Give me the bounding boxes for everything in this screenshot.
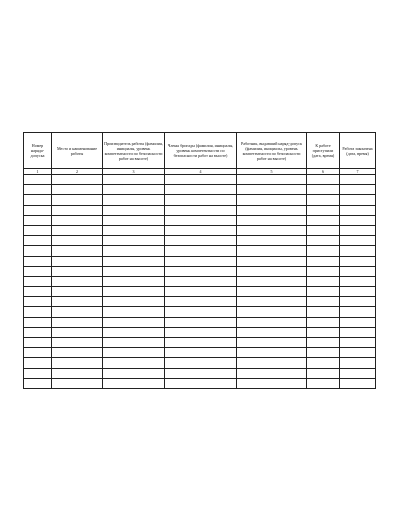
table-cell <box>237 327 307 337</box>
table-row <box>24 327 376 337</box>
table-row <box>24 317 376 327</box>
table-cell <box>237 348 307 358</box>
table-cell <box>24 378 52 388</box>
table-row <box>24 175 376 185</box>
table-cell <box>340 175 376 185</box>
table-row <box>24 236 376 246</box>
table-cell <box>103 348 165 358</box>
table-cell <box>24 215 52 225</box>
table-cell <box>340 225 376 235</box>
table-cell <box>103 215 165 225</box>
table-cell <box>52 266 103 276</box>
table-cell <box>307 266 340 276</box>
table-cell <box>24 246 52 256</box>
table-cell <box>24 175 52 185</box>
table-cell <box>340 266 376 276</box>
column-number: 3 <box>103 169 165 175</box>
table-cell <box>52 276 103 286</box>
table-row <box>24 368 376 378</box>
table-cell <box>340 348 376 358</box>
table-row <box>24 246 376 256</box>
table-cell <box>165 287 237 297</box>
table-row <box>24 195 376 205</box>
table-cell <box>103 256 165 266</box>
table-cell <box>165 236 237 246</box>
table-cell <box>237 358 307 368</box>
table-cell <box>340 246 376 256</box>
table-cell <box>165 215 237 225</box>
column-number: 1 <box>24 169 52 175</box>
table-cell <box>307 225 340 235</box>
table-cell <box>237 205 307 215</box>
table-cell <box>307 338 340 348</box>
table-cell <box>52 236 103 246</box>
table-row <box>24 358 376 368</box>
table-cell <box>307 348 340 358</box>
table-cell <box>165 338 237 348</box>
table-cell <box>340 327 376 337</box>
table-cell <box>307 276 340 286</box>
table-cell <box>165 205 237 215</box>
table-cell <box>24 297 52 307</box>
table-cell <box>52 338 103 348</box>
table-row <box>24 287 376 297</box>
table-cell <box>52 348 103 358</box>
table-cell <box>237 175 307 185</box>
table-cell <box>103 175 165 185</box>
table-cell <box>103 307 165 317</box>
table-cell <box>103 266 165 276</box>
table-cell <box>52 317 103 327</box>
table-cell <box>103 246 165 256</box>
table-cell <box>340 185 376 195</box>
table-cell <box>165 256 237 266</box>
table-cell <box>340 215 376 225</box>
work-permit-register-table <box>23 132 376 389</box>
table-cell <box>24 317 52 327</box>
table-cell <box>165 368 237 378</box>
table-cell <box>24 266 52 276</box>
table-row <box>24 378 376 388</box>
table-cell <box>340 317 376 327</box>
table-cell <box>24 338 52 348</box>
column-number: 6 <box>307 169 340 175</box>
table-cell <box>237 276 307 286</box>
table-cell <box>307 317 340 327</box>
table-cell <box>103 378 165 388</box>
table-row <box>24 256 376 266</box>
table-cell <box>52 287 103 297</box>
table-cell <box>24 368 52 378</box>
table-cell <box>237 307 307 317</box>
table-cell <box>307 327 340 337</box>
table-cell <box>52 205 103 215</box>
table-cell <box>103 205 165 215</box>
table-cell <box>340 368 376 378</box>
table-cell <box>307 307 340 317</box>
table-cell <box>165 348 237 358</box>
table-cell <box>52 358 103 368</box>
table-cell <box>165 185 237 195</box>
table-row <box>24 276 376 286</box>
table-cell <box>237 195 307 205</box>
table-cell <box>340 378 376 388</box>
table-cell <box>52 297 103 307</box>
header-work-location: Место и наименование работы <box>52 133 103 169</box>
table-cell <box>340 358 376 368</box>
table-row <box>24 205 376 215</box>
table-cell <box>24 256 52 266</box>
table-cell <box>165 246 237 256</box>
table-cell <box>237 266 307 276</box>
column-number: 2 <box>52 169 103 175</box>
table-cell <box>307 287 340 297</box>
table-row <box>24 225 376 235</box>
table-cell <box>103 317 165 327</box>
table-cell <box>307 195 340 205</box>
table-cell <box>165 327 237 337</box>
table-row <box>24 297 376 307</box>
table-cell <box>340 276 376 286</box>
table-cell <box>103 358 165 368</box>
table-cell <box>24 327 52 337</box>
table-row <box>24 338 376 348</box>
table-row <box>24 185 376 195</box>
table-cell <box>103 287 165 297</box>
table-cell <box>24 358 52 368</box>
table-cell <box>165 297 237 307</box>
table-cell <box>24 276 52 286</box>
table-cell <box>307 378 340 388</box>
table-cell <box>52 368 103 378</box>
table-cell <box>52 215 103 225</box>
table-cell <box>103 368 165 378</box>
table-cell <box>237 236 307 246</box>
table-cell <box>52 195 103 205</box>
table-cell <box>307 185 340 195</box>
table-cell <box>340 195 376 205</box>
table-cell <box>340 256 376 266</box>
table-cell <box>307 205 340 215</box>
table-cell <box>307 297 340 307</box>
table-cell <box>340 236 376 246</box>
table-cell <box>52 307 103 317</box>
table-cell <box>237 215 307 225</box>
table-cell <box>52 327 103 337</box>
header-work-finished: Работа закончена (дата, время) <box>340 133 376 169</box>
table-cell <box>165 175 237 185</box>
table-cell <box>103 338 165 348</box>
table-cell <box>103 327 165 337</box>
header-row <box>24 133 376 169</box>
column-number-row <box>24 169 376 175</box>
table-cell <box>52 246 103 256</box>
header-permit-issuer: Работник, выдавший наряд-допуск (фамилия, инициалы, уровень компетентности по безопасности работ на высоте) <box>237 133 307 169</box>
table-cell <box>307 215 340 225</box>
table-cell <box>340 297 376 307</box>
table-cell <box>24 287 52 297</box>
table-cell <box>165 225 237 235</box>
column-number: 5 <box>237 169 307 175</box>
table-cell <box>237 297 307 307</box>
table-cell <box>52 256 103 266</box>
table-cell <box>237 317 307 327</box>
table-cell <box>340 287 376 297</box>
table-cell <box>24 348 52 358</box>
table-cell <box>237 246 307 256</box>
column-number: 4 <box>165 169 237 175</box>
table-cell <box>237 225 307 235</box>
table-cell <box>307 236 340 246</box>
table-cell <box>52 378 103 388</box>
table-cell <box>24 236 52 246</box>
table-cell <box>165 266 237 276</box>
table-cell <box>24 205 52 215</box>
table-cell <box>340 205 376 215</box>
table-cell <box>237 338 307 348</box>
table-cell <box>307 368 340 378</box>
table-cell <box>52 185 103 195</box>
table-cell <box>103 276 165 286</box>
table-cell <box>307 256 340 266</box>
table-cell <box>24 195 52 205</box>
header-crew-members: Члены бригады (фамилия, инициалы, уровень компетентности по безопасности работ на высоте) <box>165 133 237 169</box>
table-cell <box>165 378 237 388</box>
table-cell <box>340 338 376 348</box>
table-cell <box>237 256 307 266</box>
table-cell <box>237 378 307 388</box>
table-cell <box>340 307 376 317</box>
header-work-manager: Производитель работы (фамилия, инициалы, уровень компетентности по безопасности работ на высоте) <box>103 133 165 169</box>
table-cell <box>52 225 103 235</box>
table-cell <box>103 195 165 205</box>
table-cell <box>165 195 237 205</box>
header-permit-number: Номер наряда-допуска <box>24 133 52 169</box>
table-row <box>24 266 376 276</box>
table-cell <box>165 276 237 286</box>
table-cell <box>103 185 165 195</box>
table-cell <box>24 225 52 235</box>
table-cell <box>237 185 307 195</box>
table-cell <box>237 287 307 297</box>
table-cell <box>165 358 237 368</box>
table-cell <box>103 225 165 235</box>
column-number: 7 <box>340 169 376 175</box>
table-cell <box>24 185 52 195</box>
table-cell <box>307 246 340 256</box>
table-cell <box>307 358 340 368</box>
table-cell <box>103 297 165 307</box>
table-row <box>24 348 376 358</box>
table-cell <box>165 317 237 327</box>
table-row <box>24 215 376 225</box>
table-cell <box>24 307 52 317</box>
table-cell <box>52 175 103 185</box>
table-cell <box>307 175 340 185</box>
table-row <box>24 307 376 317</box>
table-cell <box>237 368 307 378</box>
table-cell <box>103 236 165 246</box>
table-cell <box>165 307 237 317</box>
header-work-started: К работе приступили (дата, время) <box>307 133 340 169</box>
